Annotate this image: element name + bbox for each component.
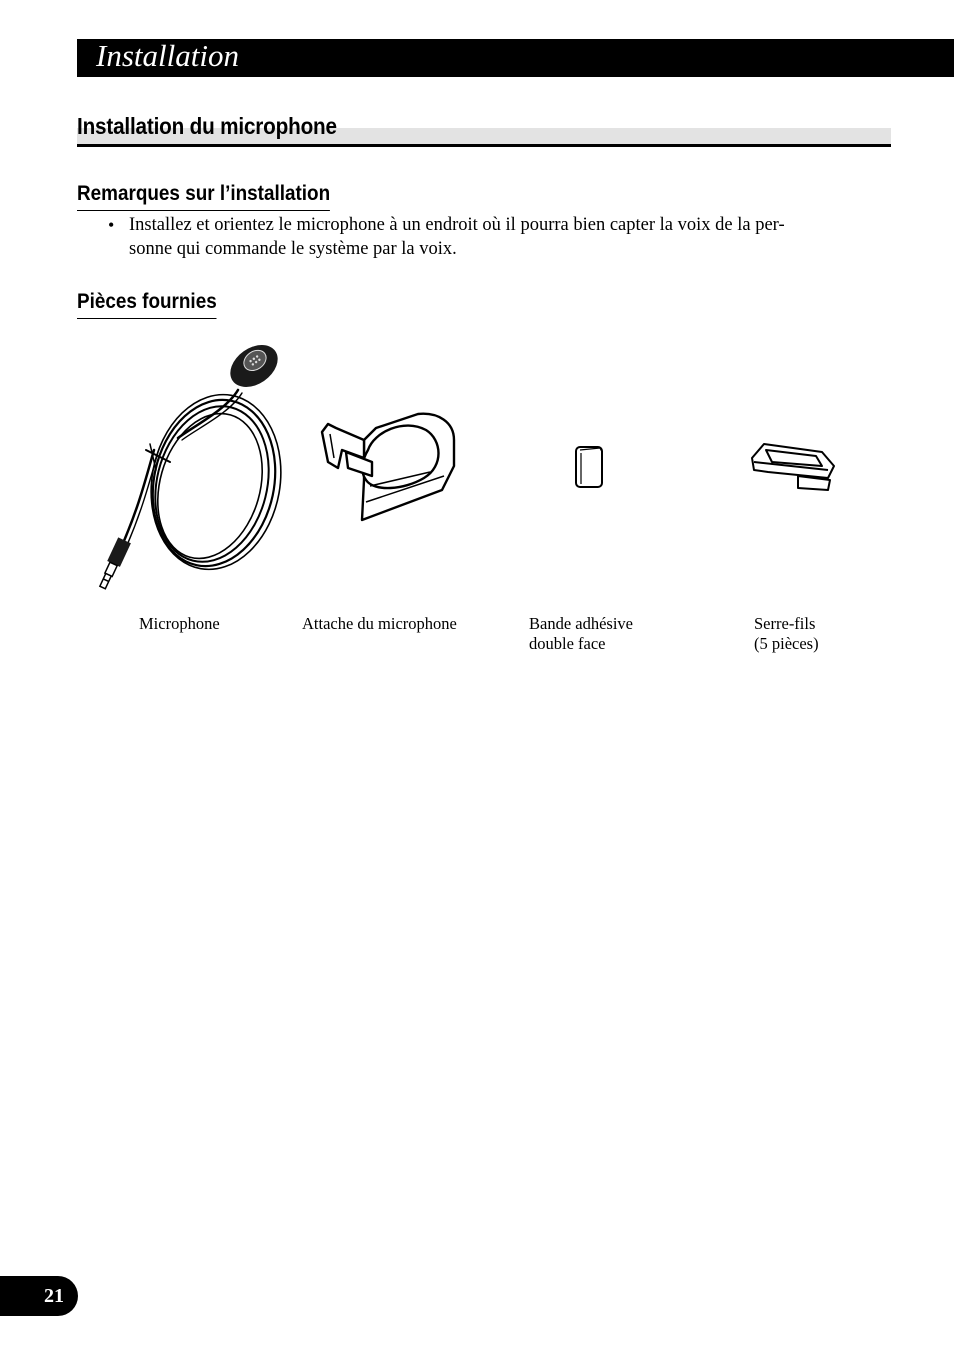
part-caption-line: Microphone	[139, 614, 220, 633]
part-caption-clamps	[754, 614, 819, 654]
remarks-line: sonne qui commande le système par la voix.	[129, 239, 457, 259]
part-caption-line: (5 pièces)	[754, 634, 819, 653]
microphone-icon	[86, 338, 286, 598]
chapter-header-bar	[77, 39, 954, 77]
page-number: 21	[44, 1285, 64, 1307]
bullet-marker: •	[108, 215, 115, 235]
remarks-title: Remarques sur l’installation	[77, 180, 330, 211]
remarks-bullet-text	[129, 213, 864, 261]
part-caption-line: Bande adhésive	[529, 614, 634, 633]
part-caption-line: Attache du microphone	[302, 614, 457, 633]
page-number-tab	[0, 1276, 78, 1316]
part-caption-clip	[302, 614, 457, 634]
part-caption-line: double face	[529, 634, 606, 653]
section-title: Installation du microphone	[77, 113, 337, 139]
part-caption-microphone	[139, 614, 220, 634]
cable-clamp-icon	[748, 438, 840, 494]
part-caption-line: Serre-fils	[754, 614, 816, 633]
part-caption-tape	[529, 614, 633, 654]
microphone-clip-icon	[314, 410, 464, 525]
adhesive-tape-icon	[572, 442, 608, 492]
remarks-line: Installez et orientez le microphone à un endroit où il pourra bien capter la voix de la per-	[129, 215, 785, 235]
section-heading-rule	[77, 144, 891, 147]
chapter-title: Installation	[96, 38, 239, 73]
parts-title: Pièces fournies	[77, 288, 217, 319]
